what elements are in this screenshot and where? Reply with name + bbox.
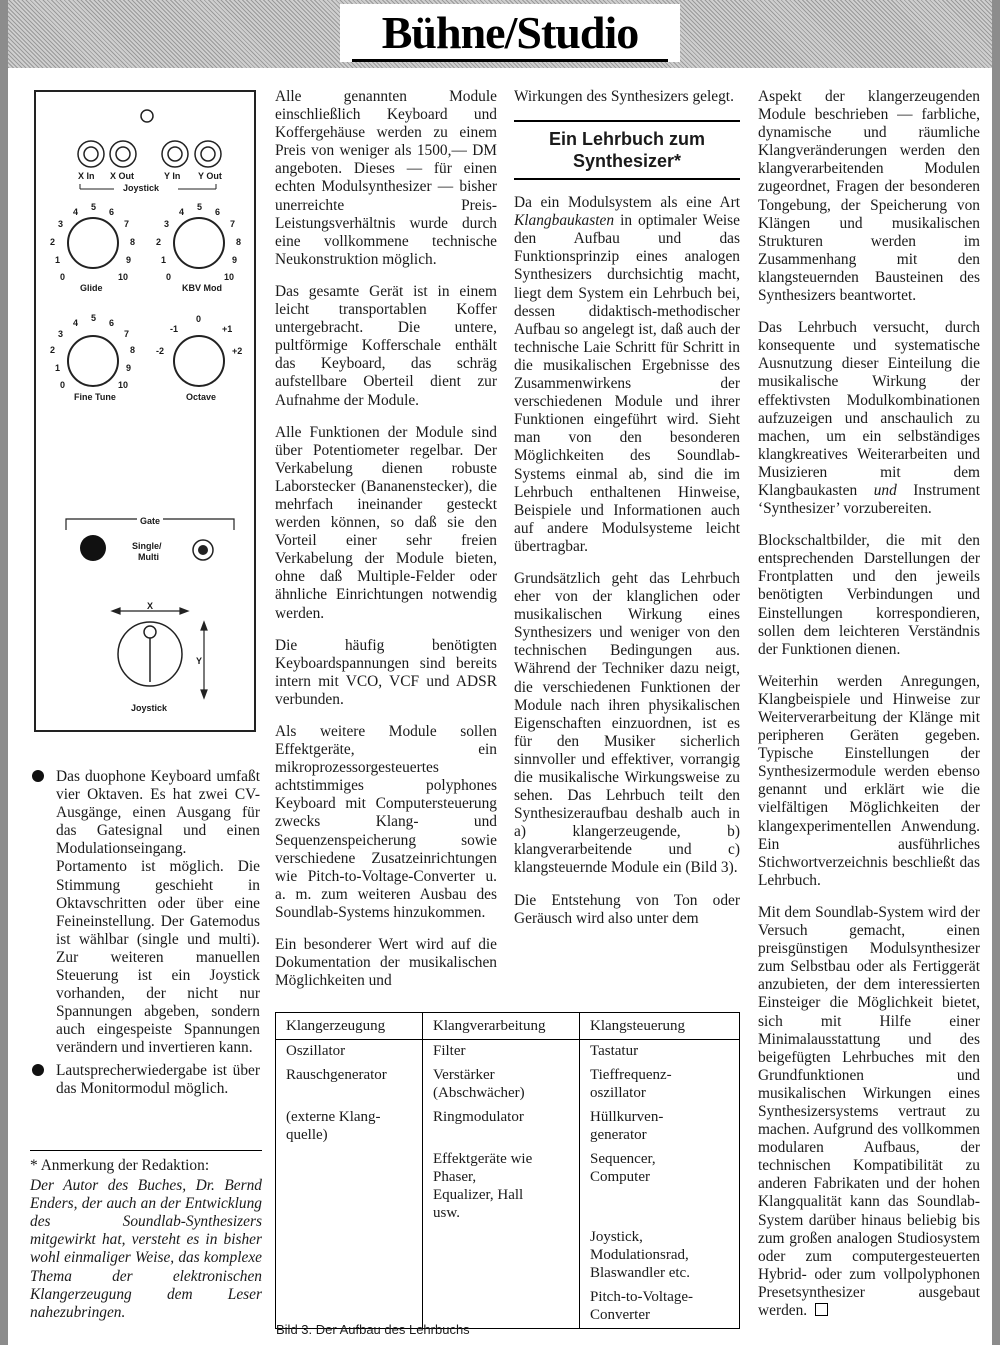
- list-item: Das duophone Keyboard umfaßt vier Oktaven. Es hat zwei CV-Ausgänge, einen Ausgang für das Gatesignal und einen Modulationseingang. Portamento ist möglich. Die Stimmung geschieht in Oktavschritten oder über eine Feineinstellung. Der Gatemodus ist wählbar (single und multi). Zur weiteren manuellen Steuerung ist ein Joystick vorhanden, der nicht nur Spannungen abgeben, sondern auch eingespeiste Spannungen verändern und invertieren kann.: [30, 768, 260, 1058]
- kbv-tick: 3: [164, 219, 170, 229]
- glide-tick: 7: [124, 219, 130, 229]
- octave-tick: -2: [156, 346, 165, 356]
- paragraph: Die Entstehung von Ton oder Geräusch wird also unter dem: [514, 891, 740, 927]
- gate-led: [80, 535, 106, 561]
- paragraph: Weiterhin werden Anregungen, Klangbeispiele und Hinweise zur Weiterverarbeitung der Klänge mit peripheren Geräten gegeben. Typische Einstellungen der Synthesizermodule werden ebenso genannt und erklärt wie die vielfältigen Möglichkeiten der klangexperimentellen Anwendung. Ein ausführliches Stichwortverzeichnis beschließt das Lehrbuch.: [758, 672, 980, 889]
- table-cell: Tastatur: [590, 1043, 639, 1059]
- octave-knob: [174, 336, 224, 386]
- single-multi-label-2: Multi: [138, 552, 159, 562]
- paragraph: Alle genannten Module einschließlich Keyboard und Koffergehäuse werden zu einem Preis von weniger als 1500,— DM angeboten. Dieses — für einen echten Modulsynthesizer — bisher unerreichte Preis-Leistungsverhältnis wurde durch eine vollkommene technische Neukonstruktion möglich.: [275, 88, 497, 268]
- octave-tick: -1: [170, 324, 179, 334]
- paragraph: Das Lehrbuch versucht, durch konsequente und systematische Ausnutzung dieser Einteilung die musikalische Wirkung der effektivsten Modulkombinationen aufzuzeigen und anschaulich zu machen, um ein selbständiges klangkreatives Weiterarbeiten und Musizieren mit dem Klangbaukasten und Instrument ‘Synthesizer’ vorzubereiten.: [758, 319, 980, 518]
- title-underline: [352, 59, 668, 62]
- paragraph: Ein besonderer Wert wird auf die Dokumentation der musikalischen Möglichkeiten und: [275, 936, 497, 990]
- section-title: Bühne/Studio: [340, 4, 680, 62]
- gate-label: Gate: [137, 516, 163, 526]
- table-header: Klangerzeugung: [276, 1013, 423, 1040]
- subheading: Ein Lehrbuch zum Synthesizer*: [514, 120, 740, 180]
- table-cell: Sequencer, Computer: [590, 1151, 656, 1185]
- mounting-hole: [141, 110, 153, 122]
- octave-tick: 0: [196, 314, 202, 324]
- kbv-tick: 7: [230, 219, 236, 229]
- paragraph: Wirkungen des Synthesizers gelegt.: [514, 88, 734, 105]
- bullet-icon: [32, 770, 44, 782]
- glide-tick: 1: [55, 255, 61, 265]
- octave-label: Octave: [186, 392, 217, 402]
- table-cell: Filter: [433, 1043, 466, 1059]
- masthead: [0, 0, 1000, 68]
- glide-tick: 8: [130, 237, 136, 247]
- fine-tick: 0: [60, 380, 66, 390]
- fine-tick: 10: [118, 380, 129, 390]
- joystick-label: Joystick: [131, 703, 168, 713]
- right-border: [992, 0, 1000, 1345]
- kbv-tick: 5: [197, 202, 203, 212]
- table-header: Klangverarbeitung: [423, 1013, 580, 1040]
- paragraph: Die häufig benötigten Keyboardspannungen sind bereits intern mit VCO, VCF und ADSR verbunden.: [275, 636, 497, 708]
- table-cell: Oszillator: [286, 1043, 346, 1059]
- table-cell: Pitch-to-Voltage- Converter: [590, 1289, 694, 1323]
- glide-tick: 10: [118, 272, 129, 282]
- fine-tick: 6: [109, 318, 115, 328]
- jack-label-x-in: X In: [78, 171, 95, 181]
- kbv-tick: 6: [215, 207, 221, 217]
- table-row: [276, 1040, 740, 1065]
- table-cell: Rauschgenerator: [286, 1067, 387, 1083]
- y-axis-label: Y: [196, 656, 203, 666]
- module-table: [275, 1012, 740, 1329]
- paragraph: Alle Funktionen der Module sind über Potentiometer regelbar. Der Verkabelung dienen robuste Laborstecker (Bananenstecker), die mehrfach ineinander gesteckt werden können, so daß sie den Vorteil einer sehr freien Verkabelung der Module bieten, ohne daß Multiple-Felder oder ähnliche Einrichtungen notwendig werden.: [275, 423, 497, 622]
- single-multi-label: Single/: [132, 541, 162, 551]
- kbv-mod-knob: [174, 218, 224, 268]
- left-border: [0, 0, 8, 1345]
- table-header: Klangsteuerung: [580, 1013, 740, 1040]
- paragraph: Aspekt der klangerzeugenden Module beschrieben — farbliche, dynamische und räumliche Klangveränderungen werden den klangverarbeitenden Modulen zugeordnet, Fragen der besonderen Tongebung, der Speicherung von Klängen und musikalischen Strukturen werden im Zusammenhang mit den klangsteuernden Bausteinen des Synthesizers beantwortet.: [758, 88, 980, 305]
- kbv-tick: 4: [179, 207, 185, 217]
- jack-label-y-out: Y Out: [198, 171, 222, 181]
- table-row: [276, 1148, 740, 1226]
- table-cell: (externe Klang- quelle): [286, 1109, 381, 1143]
- table-cell: Verstärker (Abschwächer): [433, 1067, 525, 1101]
- x-axis-label: X: [147, 601, 154, 611]
- glide-tick: 5: [91, 202, 97, 212]
- kbv-tick: 10: [224, 272, 235, 282]
- article-column-3: [758, 88, 980, 1334]
- article-column-1: [275, 88, 497, 1004]
- editorial-note: [30, 1150, 262, 1322]
- glide-tick: 9: [126, 255, 132, 265]
- table-cell: Tieffrequenz- oszillator: [590, 1067, 672, 1101]
- kbv-mod-label: KBV Mod: [182, 283, 222, 293]
- joystick-module-panel: [34, 90, 256, 732]
- octave-tick: +2: [232, 346, 243, 356]
- joystick-group-label: Joystick: [123, 183, 160, 193]
- table-row: [276, 1064, 740, 1106]
- kbv-tick: 9: [232, 255, 238, 265]
- table-cell: Joystick, Modulationsrad, Blaswandler etc.: [590, 1229, 690, 1281]
- glide-tick: 6: [109, 207, 115, 217]
- fine-tune-label: Fine Tune: [74, 392, 116, 402]
- table-cell: Ringmodulator: [433, 1109, 524, 1125]
- fine-tick: 3: [58, 329, 64, 339]
- kbv-tick: 1: [161, 255, 167, 265]
- joystick-stick: [118, 622, 182, 686]
- kbv-tick: 8: [236, 237, 242, 247]
- article-column-2: [514, 88, 740, 942]
- end-mark-icon: [815, 1303, 828, 1316]
- paragraph: Grundsätzlich geht das Lehrbuch eher von der klanglichen oder musikalischen Wirkung eines Synthesizers und weniger von den technischen Bedingungen aus. Während der Techniker dazu neigt, die verschiedenen Funktionen der Module nach ihren physikalischen Eigenschaften einzuordnen, ist es für den Musiker sicherlich sinnvoller und effektiver, vorrangig die musikalische Wirkungsweise zu sehen. Das Lehrbuch teilt den Synthesizeraufbau deshalb auch in a) klangerzeugende, b) klangverarbeitende und c) klangsteuernde Module ein (Bild 3).: [514, 569, 740, 877]
- list-item: Lautsprecherwiedergabe ist über das Monitormodul möglich.: [30, 1062, 260, 1098]
- note-heading: * Anmerkung der Redaktion:: [30, 1157, 210, 1174]
- bullet-icon: [32, 1064, 44, 1076]
- table-caption: Bild 3. Der Aufbau des Lehrbuchs: [276, 1322, 470, 1337]
- octave-tick: +1: [222, 324, 233, 334]
- fine-tick: 9: [126, 363, 132, 373]
- table-row: [276, 1226, 740, 1286]
- fine-tick: 4: [73, 318, 79, 328]
- fine-tick: 8: [130, 345, 136, 355]
- jack-row: [78, 141, 221, 167]
- glide-tick: 0: [60, 272, 66, 282]
- paragraph: Mit dem Soundlab-System wird der Versuch gemacht, einen preisgünstigen Modulsynthesizer zum Selbstbau oder als Fertiggerät anzubieten, der dem interessierten Einsteiger die Möglichkeit bietet, sich mit Hilfe einer Minimalausstattung und des beigefügten Lehrbuches mit den Grundfunktionen und musikalischen Wirkungen eines Synthesizersystems vertraut zu machen. Aufgrund des vollkommen modularen Aufbaus, der technischen Kompatibilität zu anderen Fabrikaten und der hohen Klangqualität kann das Soundlab-System darüber hinaus beliebig bis zum großen analogen Studiosystem oder zum computergesteuerten Hybrid- oder zum vollpolyphonen Presetsynthesizer ausgebaut werden.: [758, 903, 980, 1319]
- glide-tick: 3: [58, 219, 64, 229]
- glide-label: Glide: [80, 283, 103, 293]
- table-cell: Effektgeräte wie Phaser, Equalizer, Hall usw.: [433, 1151, 533, 1221]
- glide-knob: [68, 218, 118, 268]
- kbv-tick: 2: [156, 237, 162, 247]
- fine-tick: 7: [124, 329, 130, 339]
- glide-tick: 4: [73, 207, 79, 217]
- table-cell: Hüllkurven- generator: [590, 1109, 664, 1143]
- glide-tick: 2: [50, 237, 56, 247]
- fine-tune-knob: [68, 336, 118, 386]
- jack-label-x-out: X Out: [110, 171, 134, 181]
- jack-label-y-in: Y In: [164, 171, 181, 181]
- kbv-tick: 0: [166, 272, 172, 282]
- paragraph: Da ein Modulsystem als eine Art Klangbaukasten in optimaler Weise den Aufbau und das Funktionsprinzip eines analogen Synthesizers durchsichtig macht, liegt dem System ein Lehrbuch bei, dessen didaktisch-methodischer Aufbau so angelegt ist, daß auch der technische Laie Schritt für Schritt in die musikalischen Ergebnisse des Zusammenwirkens der verschiedenen Module und ihrer Funktionen eingeführt wird. Sieht man von den besonderen Möglichkeiten des Soundlab-Systems einmal ab, sind die im Lehrbuch enthaltenen Hinweise, Beispiele und Informationen auch auf andere Modulsysteme leicht übertragbar.: [514, 194, 740, 555]
- paragraph: Das gesamte Gerät ist in einem leicht transportablen Koffer untergebracht. Die untere, pultförmige Kofferschale enthält das Keyboard, das schräg aufstellbare Oberteil dient zur Aufnahme der Module.: [275, 282, 497, 409]
- paragraph: Blockschaltbilder, die mit den entsprechenden Darstellungen der Frontplatten und den jeweils benötigten Verbindungen und Einstellungen korrespondieren, sollen dem leichteren Verständnis der Funktionen dienen.: [758, 532, 980, 658]
- table-row: [276, 1106, 740, 1148]
- feature-list: [30, 768, 260, 1102]
- fine-tick: 5: [91, 313, 97, 323]
- fine-tick: 1: [55, 363, 61, 373]
- note-body: Der Autor des Buches, Dr. Bernd Enders, der auch an der Entwicklung des Soundlab-Synthesizers mitgewirkt hat, versteht es in bisher wohl einmaliger Weise, das komplexe Thema der elektronischen Klangerzeugung dem Leser nahezubringen.: [30, 1177, 262, 1321]
- paragraph: Als weitere Module sollen Effektgeräte, ein mikroprozessorgesteuertes achtstimmiges polyphones Keyboard mit Computersteuerung zwecks Klang- und Sequenzenspeicherung sowie verschiedene Zusatzeinrichtungen wie Pitch-to-Voltage-Converter u. a. m. zum weiteren Ausbau des Soundlab-Systems hinzukommen.: [275, 723, 497, 921]
- fine-tick: 2: [50, 345, 56, 355]
